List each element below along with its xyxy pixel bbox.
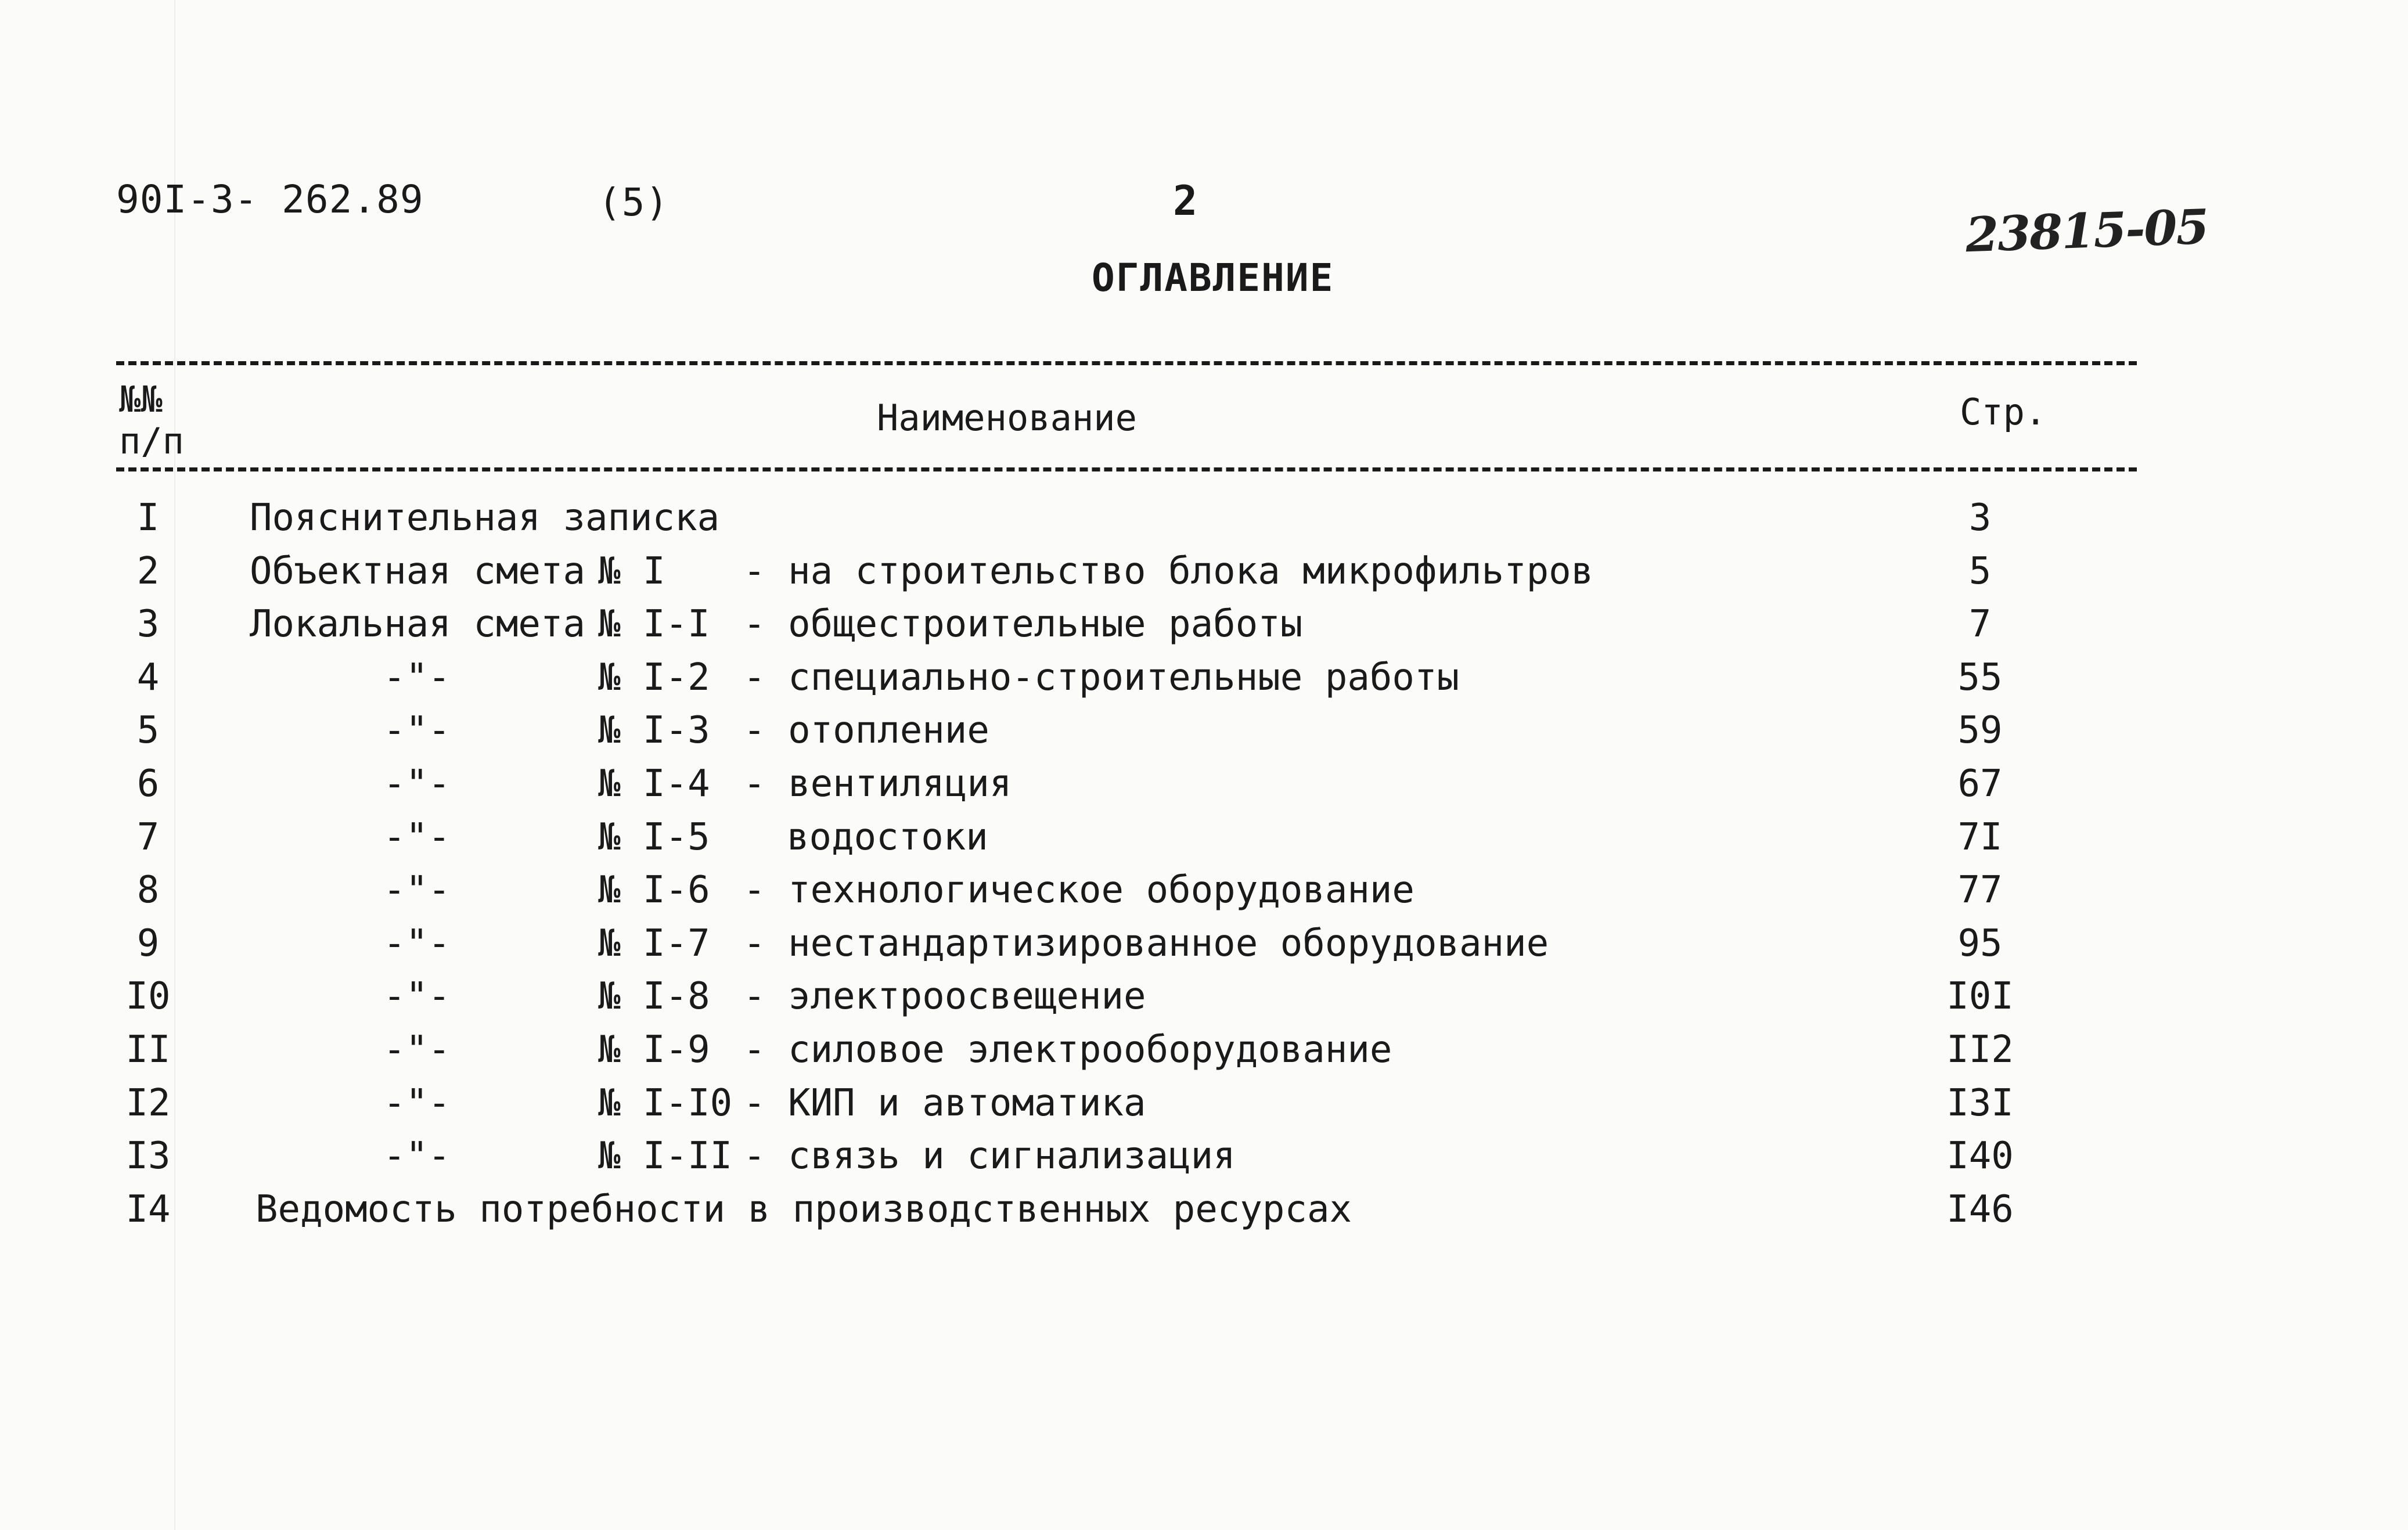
table-header-rule [116, 467, 2137, 471]
row-name: -"- [383, 921, 451, 965]
row-number: 8 [136, 869, 160, 912]
sheet-number: (5) [598, 180, 670, 225]
row-name: Объектная смета [250, 549, 585, 593]
table-row [116, 1135, 2137, 1188]
row-page: 59 [1957, 709, 2003, 753]
row-page: I0I [1946, 975, 2014, 1018]
row-page: 55 [1957, 656, 2003, 699]
row-name: -"- [383, 762, 451, 805]
row-estimate-number: № I-2 [598, 656, 710, 699]
row-estimate-number: № I-7 [598, 921, 710, 965]
row-estimate-number: № I-8 [598, 975, 710, 1018]
row-number: II [125, 1028, 171, 1071]
row-number: I [136, 496, 160, 539]
row-estimate-number: № I-II [598, 1135, 733, 1178]
row-name: Локальная смета [250, 603, 585, 646]
row-page: 77 [1957, 869, 2003, 912]
row-estimate-number: № I-4 [598, 762, 710, 805]
row-estimate-number: № I-6 [598, 869, 710, 912]
table-row [116, 1188, 2137, 1241]
row-subject: - на строительство блока микрофильтров [743, 549, 1594, 593]
row-subject: - вентиляция [743, 762, 1012, 805]
column-header-name: Наименование [877, 397, 1137, 439]
table-row [116, 762, 2137, 816]
row-subject: - специально-строительные работы [743, 656, 1459, 699]
table-row [116, 1082, 2137, 1135]
handwritten-inventory-number: 23815-05 [1964, 199, 2209, 264]
table-row [116, 496, 2137, 550]
row-number: 6 [136, 762, 160, 805]
row-subject: - связь и сигнализация [743, 1135, 1236, 1178]
row-estimate-number: № I [598, 549, 665, 593]
row-name: -"- [383, 1081, 451, 1125]
row-number: 3 [136, 603, 160, 646]
row-estimate-number: № I-I0 [598, 1081, 733, 1125]
row-page: 7I [1957, 815, 2003, 859]
table-row [116, 550, 2137, 603]
row-name: -"- [383, 1028, 451, 1071]
table-row [116, 656, 2137, 710]
row-page: 7 [1968, 603, 1992, 646]
row-name: -"- [383, 815, 451, 859]
row-page: I46 [1946, 1187, 2014, 1231]
row-number: I4 [125, 1187, 171, 1231]
row-number: I0 [125, 975, 171, 1018]
row-subject: - технологическое оборудование [743, 869, 1414, 912]
row-name: -"- [383, 709, 451, 753]
table-row [116, 869, 2137, 922]
contents-table [116, 496, 2137, 1241]
page-number: 2 [1173, 177, 1198, 225]
column-header-number [119, 379, 189, 462]
row-number: 7 [136, 815, 160, 859]
row-number: 9 [136, 921, 160, 965]
column-header-page: Стр. [1960, 391, 2047, 433]
row-page: II2 [1946, 1028, 2014, 1071]
row-name: Пояснительная записка [250, 496, 720, 539]
document-code: 90I-3- 262.89 [116, 177, 424, 222]
row-number: 5 [136, 709, 160, 753]
row-estimate-number: № I-I [598, 603, 710, 646]
row-number: I3 [125, 1135, 171, 1178]
row-subject: - КИП и автоматика [743, 1081, 1146, 1125]
row-estimate-number: № I-5 [598, 815, 710, 859]
table-top-rule [116, 361, 2137, 365]
row-page: 5 [1968, 549, 1992, 593]
row-name: -"- [383, 975, 451, 1018]
row-subject: водостоки [787, 815, 988, 859]
row-page: 3 [1968, 496, 1992, 539]
row-estimate-number: № I-3 [598, 709, 710, 753]
row-page: 67 [1957, 762, 2003, 805]
row-number: 4 [136, 656, 160, 699]
row-number: 2 [136, 549, 160, 593]
row-subject: - электроосвещение [743, 975, 1146, 1018]
row-page: I40 [1946, 1135, 2014, 1178]
row-subject: - общестроительные работы [743, 603, 1303, 646]
row-subject: - нестандартизированное оборудование [743, 921, 1549, 965]
column-header-number-text: №№ п/п [119, 378, 184, 462]
row-page: I3I [1946, 1081, 2014, 1125]
page-title: ОГЛАВЛЕНИЕ [1092, 255, 1334, 300]
table-row [116, 1028, 2137, 1082]
row-name: -"- [383, 1135, 451, 1178]
table-row [116, 709, 2137, 762]
row-name: -"- [383, 656, 451, 699]
table-row [116, 816, 2137, 869]
row-name: Ведомость потребности в производственных ресурсах [255, 1187, 1352, 1231]
table-row [116, 922, 2137, 975]
row-subject: - отопление [743, 709, 989, 753]
row-page: 95 [1957, 921, 2003, 965]
table-row [116, 975, 2137, 1028]
row-number: I2 [125, 1081, 171, 1125]
row-estimate-number: № I-9 [598, 1028, 710, 1071]
row-subject: - силовое электрооборудование [743, 1028, 1392, 1071]
row-name: -"- [383, 869, 451, 912]
table-row [116, 603, 2137, 656]
